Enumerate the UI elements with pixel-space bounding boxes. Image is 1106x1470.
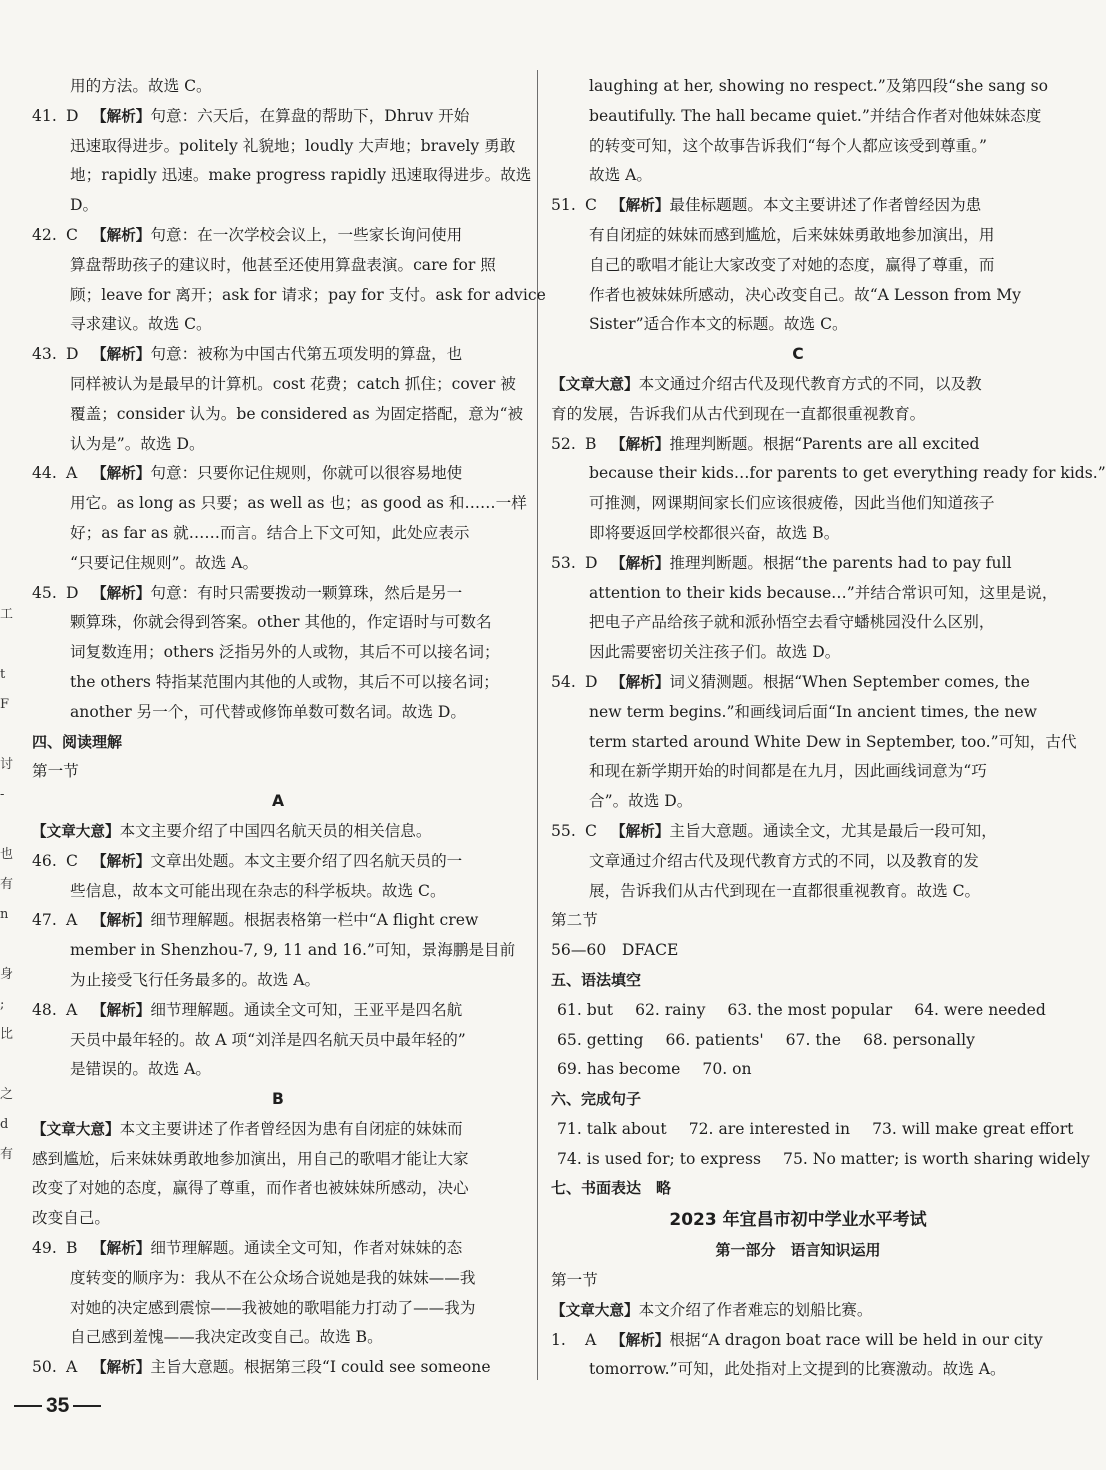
- line-text: 本文介绍了作者难忘的划船比赛。: [638, 1300, 873, 1319]
- line-text: 可推测，网课期间家长们应该很疲倦，因此当他们知道孩子: [589, 494, 995, 513]
- line-text: 覆盖；consider 认为。be considered as 为固定搭配，意为“被: [70, 404, 524, 423]
- text-line: [551, 72, 1048, 102]
- line-text: new term begins.”和画线词后面“In ancient times, the new: [589, 702, 1037, 721]
- line-text: 句意：有时只需要拨动一颗算珠，然后是另一: [150, 583, 463, 602]
- line-text: 改变自己。: [32, 1209, 110, 1228]
- line-text: 度转变的顺序为：我从不在公众场合说她是我的妹妹——我: [70, 1268, 476, 1287]
- text-line: [551, 102, 1045, 132]
- text-line: [551, 489, 1045, 519]
- analysis-tag: 【解析】: [611, 673, 670, 691]
- margin-mark: 身: [0, 967, 14, 982]
- question-number: 44.: [32, 464, 57, 483]
- line-text: 自己的歌唱才能让大家改变了对她的态度，赢得了尊重，而: [589, 255, 995, 274]
- question-number: 52.: [551, 434, 576, 453]
- line-text: 自己感到羞愧——我决定改变自己。故选 B。: [70, 1328, 383, 1347]
- margin-mark: [0, 720, 13, 750]
- text-line: [32, 698, 524, 728]
- line-text: another 另一个，可代替或修饰单数可数名词。故选 D。: [70, 702, 467, 721]
- text-line: [32, 191, 524, 221]
- text-line: [551, 728, 1077, 758]
- text-line: [32, 221, 524, 251]
- text-line: [551, 638, 1045, 668]
- margin-mark: -: [0, 787, 5, 802]
- answer-row: [551, 1115, 1074, 1145]
- line-text: the others 特指某范围内其他的人或物，其后不可以接名词；: [70, 672, 499, 691]
- text-line: [32, 340, 524, 370]
- question-number: 46.: [32, 851, 57, 870]
- line-text: 用它。as long as 只要；as well as 也；as good as 和……一样: [70, 494, 527, 513]
- line-text: 把电子产品给孩子就和派孙悟空去看守蟠桃园没什么区别，: [589, 613, 995, 632]
- line-text: 育的发展，告诉我们从古代到现在一直都很重视教育。: [551, 404, 926, 423]
- analysis-tag: 【解析】: [92, 1240, 151, 1258]
- line-text: member in Shenzhou-7, 9, 11 and 16.”可知，景海鹏是目前: [70, 941, 516, 960]
- analysis-tag: 【文章大意】: [32, 822, 120, 840]
- analysis-tag: 【解析】: [92, 1359, 151, 1377]
- text-line: [32, 1264, 524, 1294]
- text-line: [32, 489, 527, 519]
- line-text: 是错误的。故选 A。: [70, 1060, 211, 1079]
- text-line: [551, 400, 1045, 430]
- text-line: [551, 132, 1045, 162]
- line-text: 即将要返回学校都很兴奋，故选 B。: [589, 523, 840, 542]
- answer-letter: A: [66, 464, 78, 483]
- line-text: 为止接受飞行任务最多的。故选 A。: [70, 970, 321, 989]
- line-text: 词义猜测题。根据“When September comes, the: [669, 672, 1030, 691]
- line-text: 细节理解题。根据表格第一栏中“A flight crew: [150, 911, 479, 930]
- answer-item: 70. on: [702, 1060, 752, 1079]
- line-text: laughing at her, showing no respect.”及第四段“she sang so: [589, 77, 1048, 95]
- margin-mark: [0, 1050, 13, 1080]
- line-text: 天员中最年轻的。故 A 项“刘洋是四名航天员中最年轻的”: [70, 1030, 466, 1049]
- text-line: [32, 132, 524, 162]
- analysis-tag: 【解析】: [92, 107, 151, 125]
- text-line: [551, 251, 1045, 281]
- margin-mark: 也: [0, 847, 14, 862]
- line-text: 感到尴尬，后来妹妹勇敢地参加演出，用自己的歌唱才能让大家: [32, 1149, 469, 1168]
- text-line: [551, 459, 1106, 489]
- line-text: “只要记住规则”。故选 A。: [70, 553, 259, 572]
- text-line: [32, 936, 524, 966]
- text-line: [32, 1055, 524, 1085]
- answer-row: [551, 1145, 1090, 1175]
- line-text: 推理判断题。根据“the parents had to pay full: [669, 553, 1012, 572]
- question-number: 48.: [32, 1000, 57, 1019]
- answer-letter: C: [66, 851, 78, 870]
- exam-title: 2023 年宜昌市初中学业水平考试: [669, 1210, 927, 1231]
- column-divider: [537, 70, 538, 1380]
- text-line: [551, 281, 1045, 311]
- question-number: 50.: [32, 1358, 57, 1377]
- text-line: [551, 191, 1045, 221]
- margin-mark: [0, 930, 13, 960]
- answer-letter: D: [585, 672, 598, 691]
- line-text: 根据“A dragon boat race will be held in our city: [669, 1330, 1043, 1349]
- question-number: 1.: [551, 1330, 566, 1349]
- line-text: 本文主要介绍了中国四名航天员的相关信息。: [119, 821, 432, 840]
- text-line: [32, 72, 524, 102]
- question-number: 51.: [551, 196, 576, 215]
- line-text: 文章出处题。本文主要介绍了四名航天员的一: [150, 851, 463, 870]
- text-line: [32, 1204, 524, 1234]
- line-text: 地；rapidly 迅速。make progress rapidly 迅速取得进步。故选: [70, 166, 532, 185]
- answer-item: 64. were needed: [914, 1000, 1046, 1019]
- text-line: [32, 400, 524, 430]
- line-text: 和现在新学期开始的时间都是在九月，因此画线词意为“巧: [589, 762, 987, 781]
- text-line: [32, 1115, 524, 1145]
- line-text: 作者也被妹妹所感动，决心改变自己。故“A Lesson from My: [589, 285, 1021, 304]
- text-line: [551, 519, 1045, 549]
- analysis-tag: 【文章大意】: [551, 375, 639, 393]
- exam-section-title: 第一部分 语言知识运用: [715, 1241, 881, 1260]
- answer-letter: C: [585, 821, 597, 840]
- text-line: [551, 608, 1045, 638]
- line-text: 好；as far as 就……而言。结合上下文可知，此处应表示: [70, 523, 470, 542]
- answer-item: 68. personally: [862, 1030, 975, 1049]
- text-line: [551, 757, 1045, 787]
- line-text: 的转变可知，这个故事告诉我们“每个人都应该受到尊重。”: [589, 136, 987, 155]
- question-number: 55.: [551, 821, 576, 840]
- line-text: 对她的决定感到震惊——我被她的歌唱能力打动了——我为: [70, 1298, 476, 1317]
- analysis-tag: 【解析】: [92, 1001, 151, 1019]
- text-line: [551, 847, 1045, 877]
- line-text: 第一节: [551, 1271, 598, 1290]
- passage-label: B: [272, 1090, 284, 1109]
- analysis-tag: 【解析】: [92, 346, 151, 364]
- line-text: 56—60 DFACE: [551, 941, 679, 960]
- answer-item: 71. talk about: [557, 1119, 667, 1138]
- line-text: 顾；leave for 离开；ask for 请求；pay for 支付。ask for advice: [70, 285, 546, 304]
- line-text: 些信息，故本文可能出现在杂志的科学板块。故选 C。: [70, 881, 446, 900]
- text-line: [32, 1353, 524, 1383]
- answer-row: [551, 1055, 1045, 1085]
- footer-dash-right: [73, 1405, 101, 1407]
- text-line: [551, 579, 1058, 609]
- footer-dash-left: [14, 1405, 42, 1407]
- line-text: 用的方法。故选 C。: [70, 77, 212, 95]
- answer-row: [551, 1026, 1045, 1056]
- section-heading: 四、阅读理解: [32, 732, 123, 751]
- text-line: [32, 161, 532, 191]
- line-text: 文章通过介绍古代及现代教育方式的不同，以及教育的发: [589, 851, 979, 870]
- margin-mark: [0, 810, 13, 840]
- line-text: tomorrow.”可知，此处指对上文提到的比赛激动。故选 A。: [589, 1360, 1006, 1379]
- text-line: [551, 906, 1045, 936]
- analysis-tag: 【解析】: [92, 226, 151, 244]
- line-text: term started around White Dew in September, too.”可知，古代: [589, 732, 1077, 751]
- passage-label: A: [271, 792, 285, 811]
- line-text: beautifully. The hall became quiet.”并结合作者对他妹妹态度: [589, 106, 1042, 125]
- margin-mark: F: [0, 697, 10, 712]
- answer-item: 66. patients': [665, 1030, 764, 1049]
- line-text: 句意：只要你记住规则，你就可以很容易地使: [150, 464, 463, 483]
- line-text: 同样被认为是最早的计算机。cost 花费；catch 抓住；cover 被: [70, 374, 516, 393]
- question-number: 41.: [32, 106, 57, 125]
- section-heading: 七、书面表达 略: [551, 1179, 672, 1198]
- analysis-tag: 【解析】: [92, 584, 151, 602]
- line-text: 细节理解题。通读全文可知，作者对妹妹的态: [150, 1239, 463, 1258]
- question-number: 42.: [32, 225, 57, 244]
- text-line: [551, 370, 1045, 400]
- line-text: 展，告诉我们从古代到现在一直都很重视教育。故选 C。: [589, 881, 981, 900]
- text-line: [551, 817, 1045, 847]
- line-text: 细节理解题。通读全文可知，王亚平是四名航: [150, 1000, 463, 1019]
- answer-row: [551, 996, 1045, 1026]
- section-heading: 五、语法填空: [551, 970, 642, 989]
- answer-item: 67. the: [785, 1030, 841, 1049]
- text-line: [551, 877, 1045, 907]
- text-line: [551, 787, 1045, 817]
- answer-item: 72. are interested in: [688, 1119, 851, 1138]
- line-text: 因此需要密切关注孩子们。故选 D。: [589, 643, 841, 662]
- line-text: Sister”适合作本文的标题。故选 C。: [589, 315, 848, 334]
- text-line: [32, 251, 524, 281]
- analysis-tag: 【解析】: [611, 822, 670, 840]
- line-text: 最佳标题题。本文主要讲述了作者曾经因为患: [669, 196, 982, 215]
- answer-letter: A: [66, 1000, 78, 1019]
- line-text: 寻求建议。故选 C。: [70, 315, 212, 334]
- text-line: [551, 549, 1045, 579]
- answer-item: 74. is used for; to express: [557, 1149, 762, 1168]
- analysis-tag: 【解析】: [92, 852, 151, 870]
- question-number: 54.: [551, 672, 576, 691]
- text-line: [32, 549, 524, 579]
- text-line: [551, 1296, 1045, 1326]
- margin-mark: 有: [0, 1147, 14, 1162]
- line-text: because their kids…for parents to get everything ready for kids.”: [589, 464, 1106, 483]
- text-line: [32, 1026, 524, 1056]
- answer-item: 62. rainy: [635, 1000, 706, 1019]
- margin-mark: d: [0, 1117, 9, 1132]
- text-line: [32, 102, 524, 132]
- answer-letter: D: [66, 583, 79, 602]
- margin-mark: t: [0, 667, 6, 682]
- margin-mark: 讨: [0, 757, 14, 772]
- margin-mark: 之: [0, 1087, 14, 1102]
- answer-letter: D: [66, 345, 79, 364]
- answer-letter: A: [66, 1358, 78, 1377]
- analysis-tag: 【解析】: [611, 435, 670, 453]
- analysis-tag: 【文章大意】: [32, 1120, 120, 1138]
- text-line: [32, 1174, 524, 1204]
- line-text: 迅速取得进步。politely 礼貌地；loudly 大声地；bravely 勇敢: [70, 136, 516, 155]
- text-line: [551, 1326, 1045, 1356]
- text-line: [551, 310, 1045, 340]
- text-line: [32, 579, 524, 609]
- margin-mark: 有: [0, 877, 14, 892]
- text-line: [32, 996, 524, 1026]
- text-line: [32, 459, 524, 489]
- line-text: 认为是”。故选 D。: [70, 434, 205, 453]
- answer-item: 69. has become: [557, 1060, 681, 1079]
- text-line: [551, 936, 1045, 966]
- analysis-tag: 【解析】: [92, 912, 151, 930]
- page-footer: [0, 1389, 105, 1423]
- line-text: 有自闭症的妹妹而感到尴尬，后来妹妹勇敢地参加演出，用: [589, 225, 995, 244]
- line-text: 颗算珠，你就会得到答案。other 其他的，作定语时与可数名: [70, 613, 492, 632]
- text-line: [32, 1145, 524, 1175]
- line-text: 推理判断题。根据“Parents are all excited: [669, 434, 980, 453]
- text-line: [32, 608, 524, 638]
- answer-letter: C: [585, 196, 597, 215]
- text-line: [32, 668, 524, 698]
- line-text: 本文主要讲述了作者曾经因为患有自闭症的妹妹而: [119, 1119, 463, 1138]
- text-line: [32, 906, 524, 936]
- answer-letter: D: [585, 553, 598, 572]
- line-text: 句意：被称为中国古代第五项发明的算盘，也: [150, 345, 463, 364]
- text-line: [32, 1323, 524, 1353]
- line-text: 句意：在一次学校会议上，一些家长询问使用: [150, 225, 463, 244]
- text-line: [32, 310, 524, 340]
- answer-letter: A: [585, 1330, 597, 1349]
- answer-letter: D: [66, 106, 79, 125]
- text-line: [551, 1355, 1045, 1385]
- question-number: 47.: [32, 911, 57, 930]
- text-line: [32, 281, 546, 311]
- text-line: [32, 370, 524, 400]
- text-line: [32, 430, 524, 460]
- line-text: D。: [70, 196, 99, 215]
- line-text: attention to their kids because…”并结合常识可知，这里是说，: [589, 583, 1058, 602]
- text-line: [32, 847, 524, 877]
- answer-letter: B: [66, 1239, 78, 1258]
- right-column: [551, 72, 1106, 1385]
- margin-mark: 工: [0, 607, 14, 622]
- line-text: 故选 A。: [589, 166, 652, 185]
- answer-item: 65. getting: [557, 1030, 644, 1049]
- analysis-tag: 【文章大意】: [551, 1301, 639, 1319]
- text-line: [551, 1266, 1045, 1296]
- answer-letter: A: [66, 911, 78, 930]
- answer-item: 61. but: [557, 1000, 614, 1019]
- answer-item: 75. No matter; is worth sharing widely: [783, 1149, 1090, 1168]
- line-text: 句意：六天后，在算盘的帮助下，Dhruv 开始: [150, 106, 470, 125]
- text-line: [32, 966, 524, 996]
- line-text: 算盘帮助孩子的建议时，他甚至还使用算盘表演。care for 照: [70, 255, 496, 274]
- question-number: 49.: [32, 1239, 57, 1258]
- left-column: [32, 72, 546, 1383]
- line-text: 第二节: [551, 911, 598, 930]
- margin-mark: n: [0, 907, 9, 922]
- question-number: 45.: [32, 583, 57, 602]
- answer-letter: C: [66, 225, 78, 244]
- line-text: 改变了对她的态度，赢得了尊重，而作者也被妹妹所感动，决心: [32, 1179, 469, 1198]
- analysis-tag: 【解析】: [611, 197, 670, 215]
- text-line: [32, 1234, 524, 1264]
- text-line: [32, 519, 524, 549]
- line-text: 词复数连用；others 泛指另外的人或物，其后不可以接名词；: [70, 643, 500, 662]
- text-line: [32, 757, 524, 787]
- margin-mark: [0, 630, 13, 660]
- line-text: 本文通过介绍古代及现代教育方式的不同，以及教: [638, 374, 982, 393]
- line-text: 合”。故选 D。: [589, 792, 693, 811]
- answer-item: 73. will make great effort: [872, 1119, 1074, 1138]
- answer-item: 63. the most popular: [727, 1000, 893, 1019]
- margin-mark: 比: [0, 1027, 14, 1042]
- line-text: 第一节: [32, 762, 79, 781]
- page-number: 35: [46, 1394, 70, 1417]
- question-number: 43.: [32, 345, 57, 364]
- text-line: [32, 1294, 524, 1324]
- text-line: [551, 221, 1045, 251]
- margin-mark: ;: [0, 997, 5, 1012]
- section-heading: 六、完成句子: [551, 1090, 642, 1109]
- answer-letter: B: [585, 434, 597, 453]
- text-line: [32, 638, 524, 668]
- text-line: [551, 668, 1045, 698]
- line-text: 主旨大意题。通读全文，尤其是最后一段可知，: [669, 821, 997, 840]
- analysis-tag: 【解析】: [92, 465, 151, 483]
- line-text: 主旨大意题。根据第三段“I could see someone: [150, 1358, 491, 1377]
- analysis-tag: 【解析】: [611, 554, 670, 572]
- question-number: 53.: [551, 553, 576, 572]
- binding-margin-marks: [0, 600, 13, 1170]
- text-line: [551, 161, 1045, 191]
- text-line: [32, 877, 524, 907]
- text-line: [32, 817, 524, 847]
- text-line: [551, 430, 1045, 460]
- passage-label: C: [792, 345, 804, 364]
- text-line: [551, 698, 1045, 728]
- analysis-tag: 【解析】: [611, 1331, 670, 1349]
